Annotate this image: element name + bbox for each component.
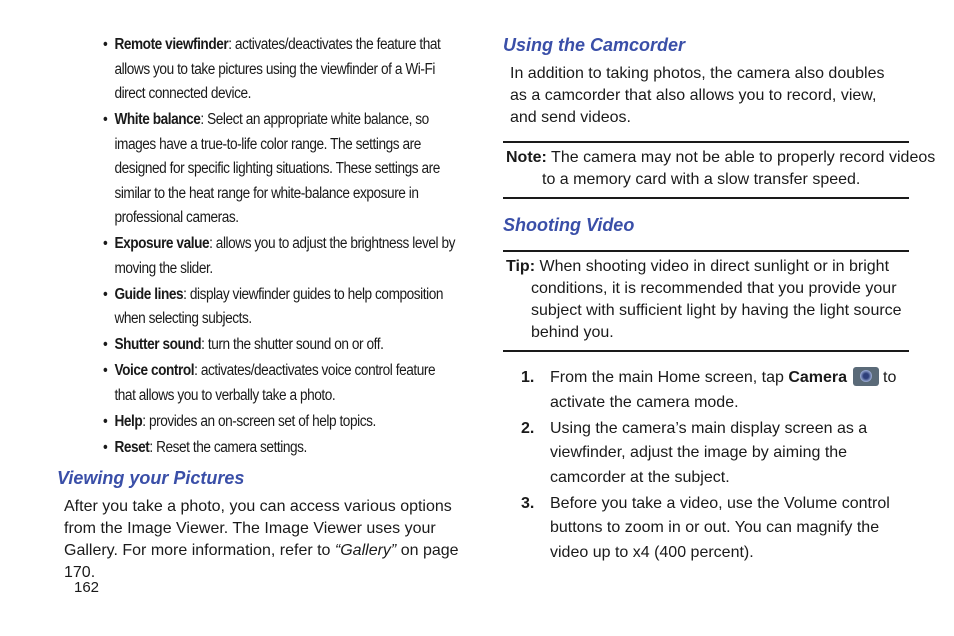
note-bottom-divider — [503, 197, 909, 199]
bullet-term: Guide lines — [114, 285, 184, 303]
note-box — [506, 147, 944, 191]
viewing-pictures-heading: Viewing your Pictures — [57, 468, 245, 488]
tip-text: When shooting video in direct sunlight or in bright conditions, it is recommended that you provide your subject with sufficient light by having the light source behind you. — [531, 258, 902, 341]
gallery-reference-link[interactable]: “Gallery” — [334, 542, 397, 559]
bullet-text: : activates/deactivates the feature that allows you to take pictures using the viewfinder of a Wi-Fi direct connected device. — [114, 36, 441, 102]
bullet-term: Voice control — [114, 362, 195, 379]
page-number: 162 — [74, 579, 100, 596]
list-item: • Guide lines: display viewfinder guides to help composition when selecting subjects. — [103, 285, 443, 327]
tip-label: Tip: — [506, 258, 536, 275]
bullet-text: : activates/deactivates voice control feature that allows you to verbally take a photo. — [114, 362, 436, 404]
bullet-text: : Select an appropriate white balance, so images have a true-to-life color range. The settings are designed for specific lighting situations. These settings are similar to the heat range for white-balance exposure in professional cameras. — [114, 111, 440, 226]
tip-top-divider — [503, 250, 909, 252]
camera-term: Camera — [788, 369, 848, 386]
list-item: 2. Using the camera’s main display screen as a viewfinder, adjust the image by aiming the camcorder at the subject. — [521, 417, 911, 491]
bullet-text: : turn the shutter sound on or off. — [201, 336, 384, 353]
bullet-term: Remote viewfinder — [114, 36, 229, 53]
bullet-text: : Reset the camera settings. — [149, 438, 307, 456]
list-item: • Shutter sound: turn the shutter sound on or off. — [103, 336, 384, 353]
tip-box — [506, 256, 933, 344]
bullet-term: Exposure value — [114, 235, 210, 252]
list-item: • Remote viewfinder: activates/deactivates the feature that allows you to take pictures using the viewfinder of a Wi-Fi direct connected device. — [103, 36, 441, 102]
note-top-divider — [503, 141, 909, 143]
video-steps-list — [521, 366, 911, 567]
note-text: The camera may not be able to properly record videos to a memory card with a slow transfer speed. — [542, 149, 936, 188]
tip-bottom-divider — [503, 350, 909, 352]
camera-app-icon — [853, 367, 879, 386]
list-item: • Voice control: activates/deactivates voice control feature that allows you to verbally take a photo. — [103, 362, 436, 404]
bullet-term: White balance — [114, 111, 201, 128]
camcorder-paragraph: In addition to taking photos, the camera also doubles as a camcorder that also allows you to record, view, and send videos. — [510, 65, 885, 126]
list-item: 3. Before you take a video, use the Volume control buttons to zoom in or out. You can magnify the video up to x4 (400 percent). — [521, 492, 911, 566]
step-number: 2. — [521, 419, 535, 437]
bullet-term: Reset — [114, 438, 150, 456]
list-item: • Reset: Reset the camera settings. — [103, 438, 307, 456]
step-number: 1. — [521, 369, 535, 386]
viewing-pictures-paragraph: After you take a photo, you can access various options from the Image Viewer. The Image Viewer uses your Gallery. For more information, refer to “Gallery” on page 170. — [64, 498, 459, 581]
bullet-term: Help — [114, 412, 143, 430]
bullet-text: : allows you to adjust the brightness level by moving the slider. — [114, 235, 455, 277]
shooting-video-heading: Shooting Video — [503, 215, 635, 235]
bullet-term: Shutter sound — [114, 336, 202, 353]
bullet-text: : display viewfinder guides to help composition when selecting subjects. — [114, 285, 443, 327]
list-item: 1. From the main Home screen, tap Camera to activate the camera mode. — [521, 366, 911, 415]
step-number: 3. — [521, 494, 535, 512]
settings-bullet-list — [103, 33, 459, 462]
note-label: Note: — [506, 149, 547, 166]
using-camcorder-heading: Using the Camcorder — [503, 35, 686, 55]
bullet-text: : provides an on-screen set of help topics. — [142, 412, 376, 430]
list-item: • Help: provides an on-screen set of help topics. — [103, 412, 376, 430]
list-item: • White balance: Select an appropriate white balance, so images have a true-to-life color range. The settings are designed for specific lighting situations. These settings are similar to the heat range for white-balance exposure in professional cameras. — [103, 111, 440, 226]
list-item: • Exposure value: allows you to adjust the brightness level by moving the slider. — [103, 235, 455, 277]
